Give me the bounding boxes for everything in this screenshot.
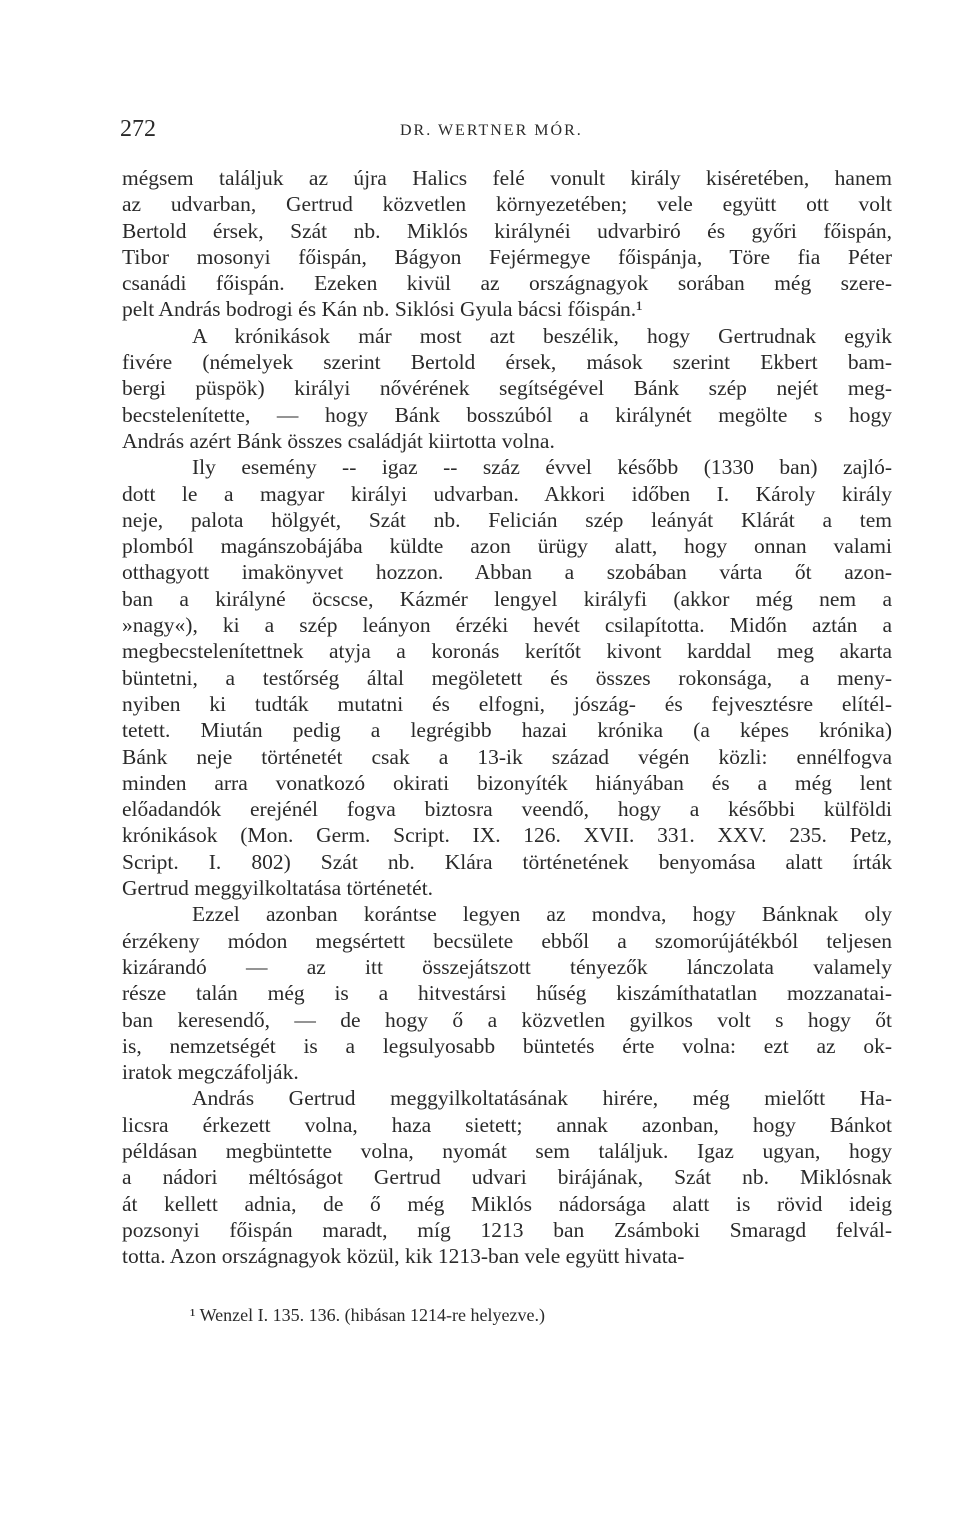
text-line: Script. I. 802) Szát nb. Klára történetének benyomása alatt írták [122,849,892,874]
text-line: totta. Azon országnagyok közül, kik 1213-ban vele együtt hivata- [122,1244,685,1269]
text-line: licsra érkezett volna, haza sietett; annak azonban, hogy Bánkot [122,1112,892,1137]
page-header [120,116,880,146]
text-line: büntetni, a testőrség által megöletett és összes rokonsága, a meny- [122,665,892,690]
text-line: előadandók erejénél fogva biztosra veendő, hogy a későbbi külföldi [122,797,892,822]
text-line: csanádi főispán. Ezeken kivül az országnagyok sorában még szere- [122,271,892,296]
text-line: nyiben ki tudták mutatni és elfogni, jószág- és fejvesztésre elítél- [122,691,892,716]
text-line: pozsonyi főispán maradt, míg 1213 ban Zsámboki Smaragd felvál- [122,1217,892,1242]
text-line: »nagy«), ki a szép leányon érzéki hevét csilapította. Midőn aztán a [122,613,892,638]
text-line: iratok megczáfolják. [122,1060,299,1085]
text-line: része talán még is a hitvestársi hűség kiszámíthatatlan mozzanatai- [122,981,892,1006]
text-line: ban keresendő, — de hogy ő a közvetlen gyilkos volt s hogy őt [122,1007,892,1032]
text-line: Ezzel azonban korántse legyen az mondva, hogy Bánknak oly [192,902,892,927]
text-line: a nádori méltóságot Gertrud udvari birájának, Szát nb. Miklósnak [122,1165,892,1190]
text-line: krónikások (Mon. Germ. Script. IX. 126. XVII. 331. XXV. 235. Petz, [122,823,892,848]
text-line: bergi püspök) királyi nővérének segítségével Bánk szép nejét meg- [122,376,892,401]
text-line: az udvarban, Gertrud közvetlen környezetében; vele együtt ott volt [122,192,892,217]
text-line: otthagyott imakönyvet hozzon. Abban a szobában várta őt azon- [122,560,892,585]
text-line: dott le a magyar királyi udvarban. Akkori időben I. Károly király [122,481,892,506]
text-line: pelt András bodrogi és Kán nb. Siklósi Gyula bácsi főispán.¹ [122,297,643,322]
text-line: kizárandó — az itt összejátszott tényezők lánczolata valamely [122,954,892,979]
footnote: ¹ Wenzel I. 135. 136. (hibásan 1214-re helyezve.) [190,1305,545,1325]
text-line: András Gertrud meggyilkoltatásának hirére, még mielőtt Ha- [192,1086,892,1111]
text-line: tetett. Miután pedig a legrégibb hazai krónika (a képes krónika) [122,718,892,743]
text-line: Bánk neje történetét csak a 13-ik század végén közli: ennélfogva [122,744,892,769]
text-line: mégsem találjuk az újra Halics felé vonult király kiséretében, hanem [122,166,892,190]
text-line: Bertold érsek, Szát nb. Miklós királynéi udvarbiró és győri főispán, [122,218,892,243]
text-line: példásan megbüntette volna, nyomát sem találjuk. Igaz ugyan, hogy [122,1138,892,1163]
text-line: becstelenítette, — hogy Bánk bosszúból a királynét megölte s hogy [122,402,892,427]
text-line: ban a királyné öcscse, Kázmér lengyel királyfi (akkor még nem a [122,586,892,611]
text-line: fivére (némelyek szerint Bertold érsek, mások szerint Ekbert bam- [122,350,892,375]
page-number: 272 [120,116,156,142]
text-line: minden arra vonatkozó okirati bizonyíték hiányában és a még lent [122,770,892,795]
text-line: András azért Bánk összes családját kiirtotta volna. [122,428,555,453]
text-line: megbecstelenítettnek atyja a koronás kerítőt kivont karddal meg akarta [122,639,892,664]
text-line: is, nemzetségét is a legsulyosabb büntetés érte volna: ezt az ok- [122,1033,892,1058]
text-line: neje, palota hölgyét, Szát nb. Felicián szép leányát Klárát a tem [122,507,892,532]
body-text [122,165,892,1269]
text-line: át kellett adnia, de ő még Miklós nádorsága alatt is rövid ideig [122,1191,892,1216]
text-line: Tibor mosonyi főispán, Bágyon Fejérmegye főispánja, Töre fia Péter [122,244,892,269]
text-line: Gertrud meggyilkoltatása történetét. [122,876,434,901]
text-line: Ily esemény -- igaz -- száz évvel később (1330 ban) zajló- [192,455,892,480]
text-line: érzékeny módon megsértett becsülete ebből a szomorújátékból teljesen [122,928,892,953]
running-head: DR. WERTNER MÓR. [400,122,583,139]
text-line: A krónikások már most azt beszélik, hogy Gertrudnak egyik [192,323,892,348]
text-line: plomból magánszobájába küldte azon ürügy alatt, hogy onnan valami [122,534,892,559]
